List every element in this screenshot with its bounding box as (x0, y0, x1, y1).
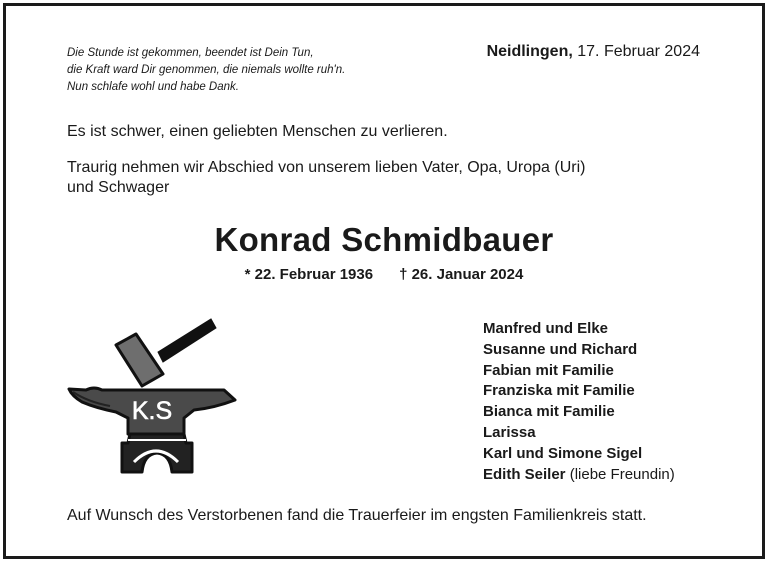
mourner-name: Franziska mit Familie (483, 382, 635, 400)
mourner-name: Karl und Simone Sigel (483, 444, 643, 462)
announcement-line: Traurig nehmen wir Abschied von unserem lieben Vater, Opa, Uropa (Uri) (67, 159, 586, 176)
mourner-item (483, 423, 675, 444)
poem-line: Die Stunde ist gekommen, beendet ist Dein Tun, (67, 47, 314, 59)
mourner-name: Manfred und Elke (483, 320, 609, 337)
mourner-item (483, 444, 675, 465)
emblem-initials: K.S (131, 397, 173, 425)
mourner-name: Edith Seiler (483, 465, 566, 483)
mourner-name: Bianca mit Familie (483, 403, 615, 421)
poem-line: die Kraft ward Dir genommen, die niemals wollte ruh'n. (67, 64, 346, 76)
notice-date: 17. Februar 2024 (577, 43, 700, 60)
death-date: † 26. Januar 2024 (399, 266, 524, 283)
footer-text: Auf Wunsch des Verstorbenen fand die Trauerfeier im engsten Familienkreis statt. (67, 507, 647, 524)
announcement-line: und Schwager (67, 179, 170, 196)
mourner-item (483, 381, 675, 402)
mourner-item (483, 402, 675, 423)
life-dates (0, 266, 768, 283)
mourner-item (483, 340, 675, 361)
anvil-hammer-icon (64, 316, 239, 476)
intro-text: Es ist schwer, einen geliebten Menschen zu verlieren. (67, 123, 448, 140)
mourner-name: Susanne und Richard (483, 340, 638, 358)
poem (67, 45, 345, 96)
mourner-item (483, 465, 675, 486)
mourner-name: Larissa (483, 423, 536, 441)
mourners-list (483, 319, 675, 485)
mourner-note: (liebe Freundin) (569, 465, 675, 483)
mourner-name: Fabian mit Familie (483, 361, 614, 379)
mourner-item (483, 361, 675, 382)
mourner-item (483, 319, 675, 340)
place-date (487, 43, 700, 61)
poem-line: Nun schlafe wohl und habe Dank. (67, 81, 239, 93)
place-city: Neidlingen, (486, 43, 573, 60)
announcement (67, 158, 585, 198)
birth-date: * 22. Februar 1936 (244, 266, 374, 283)
deceased-name: Konrad Schmidbauer (214, 221, 554, 258)
